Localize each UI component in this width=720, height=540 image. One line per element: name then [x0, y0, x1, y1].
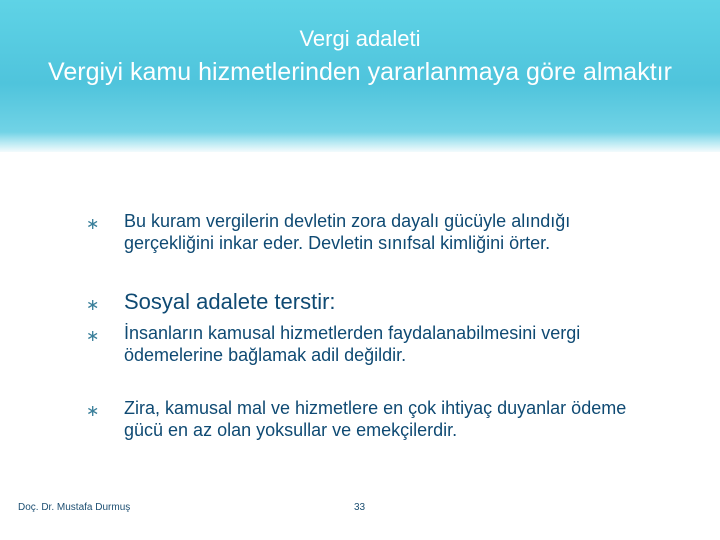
page-number: 33 [354, 502, 366, 513]
asterisk-bullet-icon: ∗ [86, 216, 100, 233]
asterisk-bullet-icon: ∗ [86, 403, 100, 420]
bullet-text: İnsanların kamusal hizmetlerden faydalanabilmesini vergi ödemelerine bağlamak adil değildir. [124, 323, 581, 365]
footer-author: Doç. Dr. Mustafa Durmuş [18, 502, 131, 513]
asterisk-bullet-icon: ∗ [86, 328, 100, 345]
bullet-text: Bu kuram vergilerin devletin zora dayalı gücüyle alındığı gerçekliğini inkar eder. Devletin sınıfsal kimliğini örter. [124, 211, 571, 253]
asterisk-bullet-icon: ∗ [86, 297, 100, 314]
slide-title: Vergiyi kamu hizmetlerinden yararlanmaya göre almaktır [48, 58, 672, 86]
bullet-text: Sosyal adalete terstir: [124, 289, 336, 314]
bullet-text: Zira, kamusal mal ve hizmetlere en çok ihtiyaç duyanlar ödeme gücü en az olan yoksullar ve emekçilerdir. [124, 398, 627, 440]
slide-subtitle: Vergi adaleti [299, 26, 421, 51]
